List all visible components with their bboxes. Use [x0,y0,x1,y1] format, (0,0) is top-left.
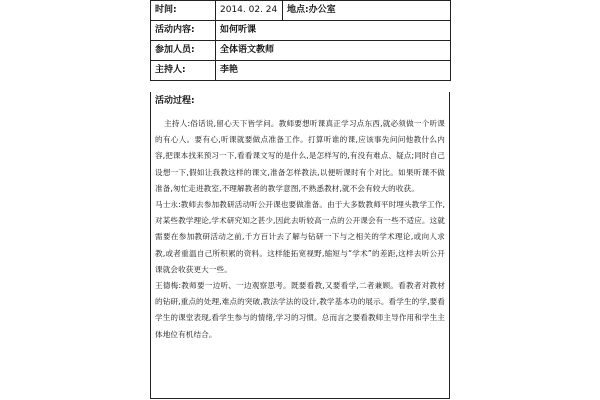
participants-value: 全体语文教师 [216,41,451,61]
participants-label: 参加人员: [151,41,216,61]
activity-record-sheet [150,0,450,400]
time-row [151,1,451,21]
host-label: 主持人: [151,61,216,81]
time-label: 时间: [151,1,216,21]
location-label: 地点:办公室 [283,1,451,21]
topic-label: 活动内容: [151,21,216,41]
process-section [150,92,450,399]
host-value: 李艳 [216,61,451,81]
process-paragraph-wang: 王德梅:教师要一边听、一边观察思考。既要看教,又要看学,二者兼顾。看教者对教材的钻研,重点的处理,难点的突破,教法学法的设计,教学基本功的展示。看学生的学,要看学生的课堂表现,看学生参与的情绪,学习的习惯。总而言之要看教师主导作用和学生主体地位有机结合。 [155,281,445,339]
process-paragraph-ma: 马士永:教师去参加教研活动听公开课也要做准备。由于大多数教师平时埋头教学工作,对某些教学理论,学术研究知之甚少,因此去听较高一点的公开课会有一些不适应。这就需要在参加教研活动之前,千方百计去了解与钻研一下与之相关的学术理论,或向人求教,或者重温自己所积累的资料。这样能拓宽视野,缩短与“学术”的差距,这样去听公开课就会收获更大一些。 [155,200,445,274]
process-label: 活动过程: [155,96,195,106]
record-header-table [150,0,451,81]
host-row [151,61,451,81]
process-paragraph-host: 主持人:俗话说,留心天下皆学问。教师要想听课真正学习点东西,就必须做一个听课的有心人。要有心,听课就要做点准备工作。打算听谁的课,应该事先问问他教什么内容,把课本找来预习一下,看看课文写的是什么,是怎样写的,有没有难点、疑点;同时自己设想一下,假如让我教这样的课文,准备怎样教法,以便听课时有个对比。如果听课不做准备,匆忙走进教室,不理解教者的教学意图,不熟悉教材,就不会有较大的收获。 [155,119,445,193]
participants-row [151,41,451,61]
process-content [151,107,449,343]
topic-row [151,21,451,41]
topic-value: 如何听课 [216,21,451,41]
time-value: 2014. 02. 24 [216,1,283,21]
